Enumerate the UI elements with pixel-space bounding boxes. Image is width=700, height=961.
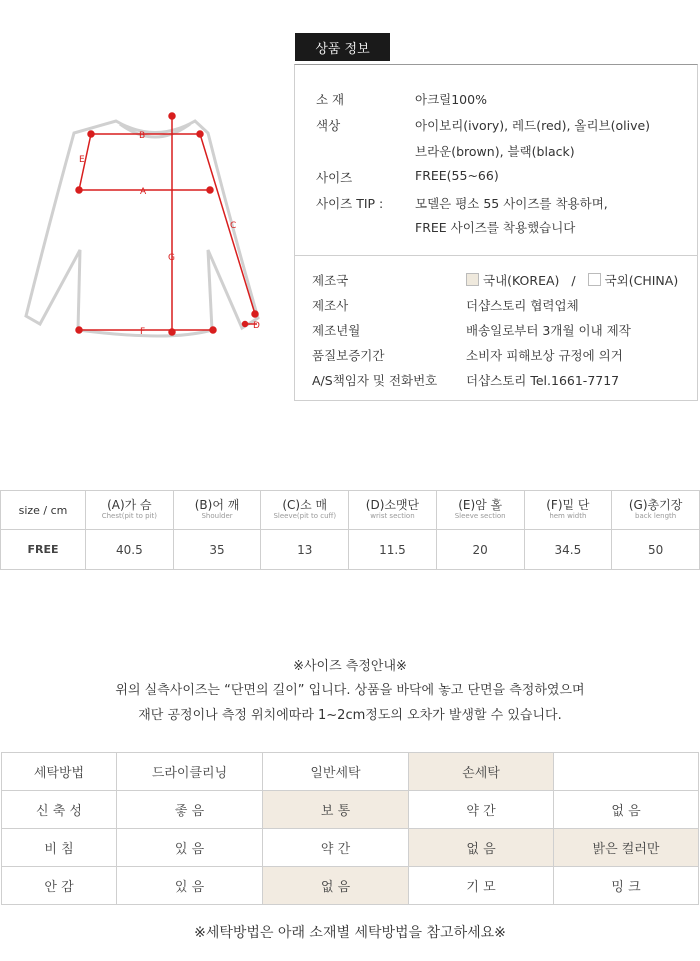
size-notice-title: ※사이즈 측정안내※ xyxy=(293,659,407,674)
care-row-stretch xyxy=(2,791,699,829)
size-notice-line-1: 위의 실측사이즈는 “단면의 길이” 입니다. 상품을 바닥에 놓고 단면을 측정하였으며 xyxy=(115,683,585,698)
info-label-manufacture-date: 제조년월 xyxy=(312,323,361,338)
size-value-chest: 40.5 xyxy=(86,530,174,570)
size-row-label: FREE xyxy=(1,530,86,570)
size-table xyxy=(0,490,700,570)
size-header-chest: (A)가 슴 Chest(pit to pit) xyxy=(86,491,174,530)
label-a: A xyxy=(140,187,147,197)
info-value-manufacturer: 더샵스토리 협력업체 xyxy=(466,298,579,313)
label-b: B xyxy=(139,131,146,141)
origin-china: 국외(CHINA) xyxy=(604,273,679,288)
size-value-shoulder: 35 xyxy=(173,530,261,570)
korea-checkbox-icon xyxy=(466,273,479,286)
care-cell: 약 간 xyxy=(263,829,409,867)
label-d: D xyxy=(253,321,260,331)
care-cell: 약 간 xyxy=(409,791,554,829)
info-label-as-contact: A/S책임자 및 전화번호 xyxy=(312,373,438,388)
info-label-color: 색상 xyxy=(316,118,341,133)
info-label-material: 소 재 xyxy=(316,92,345,107)
label-f: F xyxy=(140,327,146,337)
label-e: E xyxy=(79,155,85,165)
size-header-hem: (F)밑 단 hem width xyxy=(524,491,612,530)
care-label-stretch: 신 축 성 xyxy=(2,791,117,829)
origin-separator: / xyxy=(571,273,576,288)
care-cell-selected: 손세탁 xyxy=(409,753,554,791)
care-cell-selected: 밝은 컬러만 xyxy=(554,829,699,867)
size-header-shoulder: (B)어 깨 Shoulder xyxy=(173,491,261,530)
info-label-origin: 제조국 xyxy=(312,273,349,288)
size-table-header-row xyxy=(1,491,700,530)
size-value-hem: 34.5 xyxy=(524,530,612,570)
info-label-size: 사이즈 xyxy=(316,170,353,185)
size-header-length: (G)총기장 back length xyxy=(612,491,700,530)
care-cell: 없 음 xyxy=(554,791,699,829)
sweater-outline xyxy=(26,121,258,336)
care-table xyxy=(1,752,699,905)
size-table-row-free xyxy=(1,530,700,570)
care-cell: 좋 음 xyxy=(117,791,263,829)
care-row-wash xyxy=(2,753,699,791)
size-header-sleeve: (C)소 매 Sleeve(pit to cuff) xyxy=(261,491,349,530)
size-value-sleeve: 13 xyxy=(261,530,349,570)
size-value-armhole: 20 xyxy=(436,530,524,570)
care-row-sheer xyxy=(2,829,699,867)
care-cell-selected: 없 음 xyxy=(409,829,554,867)
info-value-color-1: 아이보리(ivory), 레드(red), 올리브(olive) xyxy=(415,118,651,133)
care-cell-selected: 없 음 xyxy=(263,867,409,905)
size-value-wrist: 11.5 xyxy=(349,530,437,570)
size-value-length: 50 xyxy=(612,530,700,570)
care-cell: 드라이클리닝 xyxy=(117,753,263,791)
care-cell: 있 음 xyxy=(117,829,263,867)
origin-korea: 국내(KOREA) xyxy=(483,273,560,288)
care-label-sheer: 비 침 xyxy=(2,829,117,867)
care-cell: 일반세탁 xyxy=(263,753,409,791)
care-cell: 밍 크 xyxy=(554,867,699,905)
size-notice-line-2: 재단 공정이나 측정 위치에따라 1~2cm정도의 오차가 발생할 수 있습니다. xyxy=(138,708,562,723)
size-header-armhole: (E)암 홀 Sleeve section xyxy=(436,491,524,530)
info-value-material: 아크릴100% xyxy=(415,92,487,107)
care-cell-selected: 보 통 xyxy=(263,791,409,829)
info-label-size-tip: 사이즈 TIP : xyxy=(316,196,384,211)
info-label-manufacturer: 제조사 xyxy=(312,298,349,313)
care-cell xyxy=(554,753,699,791)
info-value-size-tip-1: 모델은 평소 55 사이즈를 착용하며, xyxy=(415,196,608,211)
info-label-warranty: 품질보증기간 xyxy=(312,348,385,363)
info-value-size-tip-2: FREE 사이즈를 착용했습니다 xyxy=(415,220,576,235)
care-cell: 기 모 xyxy=(409,867,554,905)
info-value-color-2: 브라운(brown), 블랙(black) xyxy=(415,144,575,159)
product-info-badge: 상품 정보 xyxy=(295,33,390,61)
info-value-origin xyxy=(466,271,678,289)
label-c: C xyxy=(230,221,237,231)
wash-method-note: ※세탁방법은 아래 소재별 세탁방법을 참고하세요※ xyxy=(194,925,506,941)
size-header-wrist: (D)소맷단 wrist section xyxy=(349,491,437,530)
care-cell: 있 음 xyxy=(117,867,263,905)
info-value-warranty: 소비자 피해보상 규정에 의거 xyxy=(466,348,623,363)
care-row-lining xyxy=(2,867,699,905)
info-divider xyxy=(295,255,697,256)
size-table-corner: size / cm xyxy=(1,491,86,530)
care-label-wash: 세탁방법 xyxy=(2,753,117,791)
china-checkbox-icon xyxy=(588,273,601,286)
info-value-manufacture-date: 배송일로부터 3개월 이내 제작 xyxy=(466,323,631,338)
info-value-as-contact: 더샵스토리 Tel.1661-7717 xyxy=(466,373,620,388)
care-label-lining: 안 감 xyxy=(2,867,117,905)
label-g: G xyxy=(168,253,175,263)
info-value-size: FREE(55~66) xyxy=(415,168,499,183)
garment-measurement-diagram xyxy=(20,110,270,350)
